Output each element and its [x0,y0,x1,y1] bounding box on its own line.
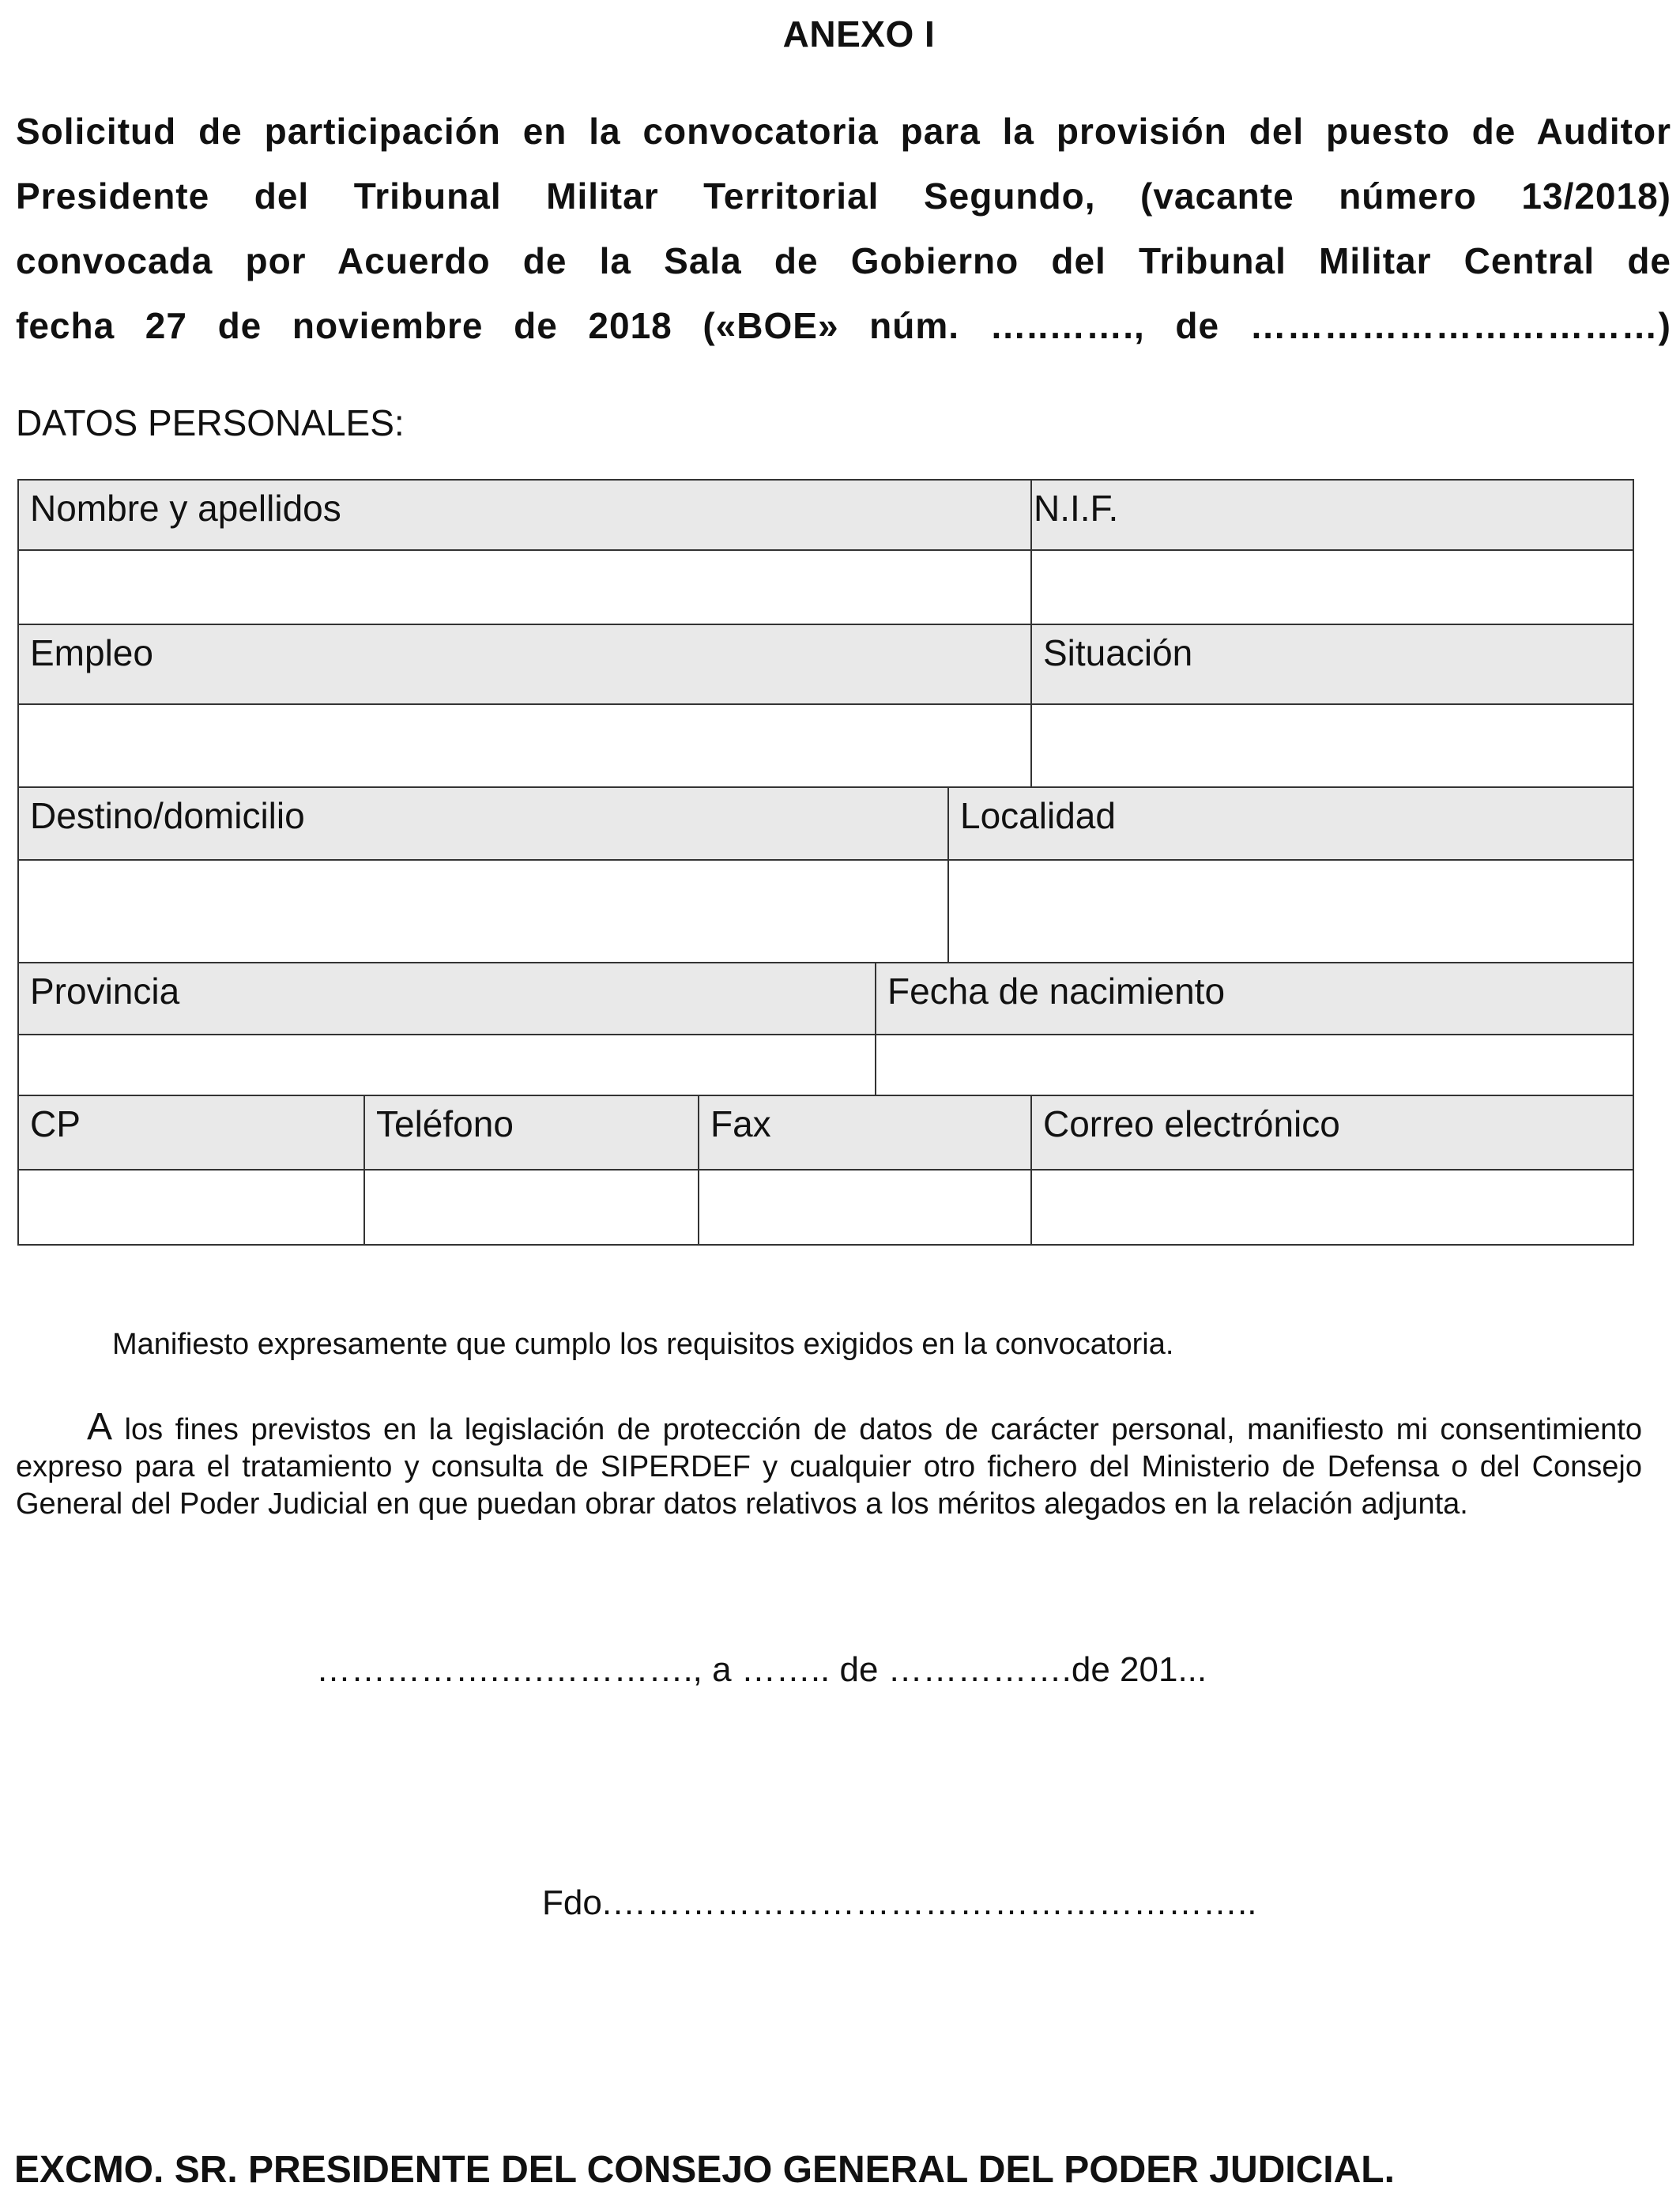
label-fecha-nacimiento: Fecha de nacimiento [876,963,1633,1035]
addressee: EXCMO. SR. PRESIDENTE DEL CONSEJO GENERAL DEL PODER JUDICIAL. [14,2149,1395,2191]
label-fax: Fax [699,1095,1031,1170]
label-correo: Correo electrónico [1031,1095,1633,1170]
label-telefono: Teléfono [364,1095,699,1170]
field-cp[interactable] [18,1170,364,1245]
requirements-statement: Manifiesto expresamente que cumplo los requisitos exigidos en la convocatoria. [112,1328,1174,1361]
field-situacion[interactable] [1031,704,1633,787]
section-title: DATOS PERSONALES: [16,402,405,443]
field-nif[interactable] [1031,550,1633,624]
field-localidad[interactable] [948,860,1633,963]
consent-paragraph [16,1408,1642,1523]
signature-line[interactable]: Fdo.……………………………………………….. [542,1883,1257,1922]
annex-title: ANEXO I [782,13,936,55]
personal-data-form [17,479,1634,1246]
field-empleo[interactable] [18,704,1031,787]
place-date-line[interactable]: …………….….…………., a …….. de …………….de 201... [316,1650,1207,1689]
field-destino[interactable] [18,860,948,963]
label-provincia: Provincia [18,963,876,1035]
field-fax[interactable] [699,1170,1031,1245]
label-localidad: Localidad [948,787,1633,860]
label-nif: N.I.F. [1031,480,1633,550]
label-nombre: Nombre y apellidos [18,480,1031,550]
heading-line: convocada por Acuerdo de la Sala de Gobierno del Tribunal Militar Central de [16,240,1671,281]
field-correo[interactable] [1031,1170,1633,1245]
label-destino: Destino/domicilio [18,787,948,860]
label-empleo: Empleo [18,624,1031,704]
field-telefono[interactable] [364,1170,699,1245]
heading-line: fecha 27 de noviembre de 2018 («BOE» núm. …..……., de ……………………………) [16,305,1671,346]
field-nombre[interactable] [18,550,1031,624]
label-cp: CP [18,1095,364,1170]
label-situacion: Situación [1031,624,1633,704]
heading-line: Solicitud de participación en la convocatoria para la provisión del puesto de Auditor [16,111,1671,152]
field-provincia[interactable] [18,1035,876,1095]
document-heading [16,99,1671,358]
heading-line: Presidente del Tribunal Militar Territorial Segundo, (vacante número 13/2018) [16,175,1671,217]
consent-text: los fines previstos en la legislación de protección de datos de carácter personal, manifiesto mi consentimiento expreso para el tratamiento y consulta de SIPERDEF y cualquier otro fichero del Ministerio de Defensa o del Consejo General del Poder Judicial en que puedan obrar datos relativos a los méritos alegados en la relación adjunta. [16,1413,1642,1521]
field-fecha-nacimiento[interactable] [876,1035,1633,1095]
consent-initial: A [87,1406,113,1448]
